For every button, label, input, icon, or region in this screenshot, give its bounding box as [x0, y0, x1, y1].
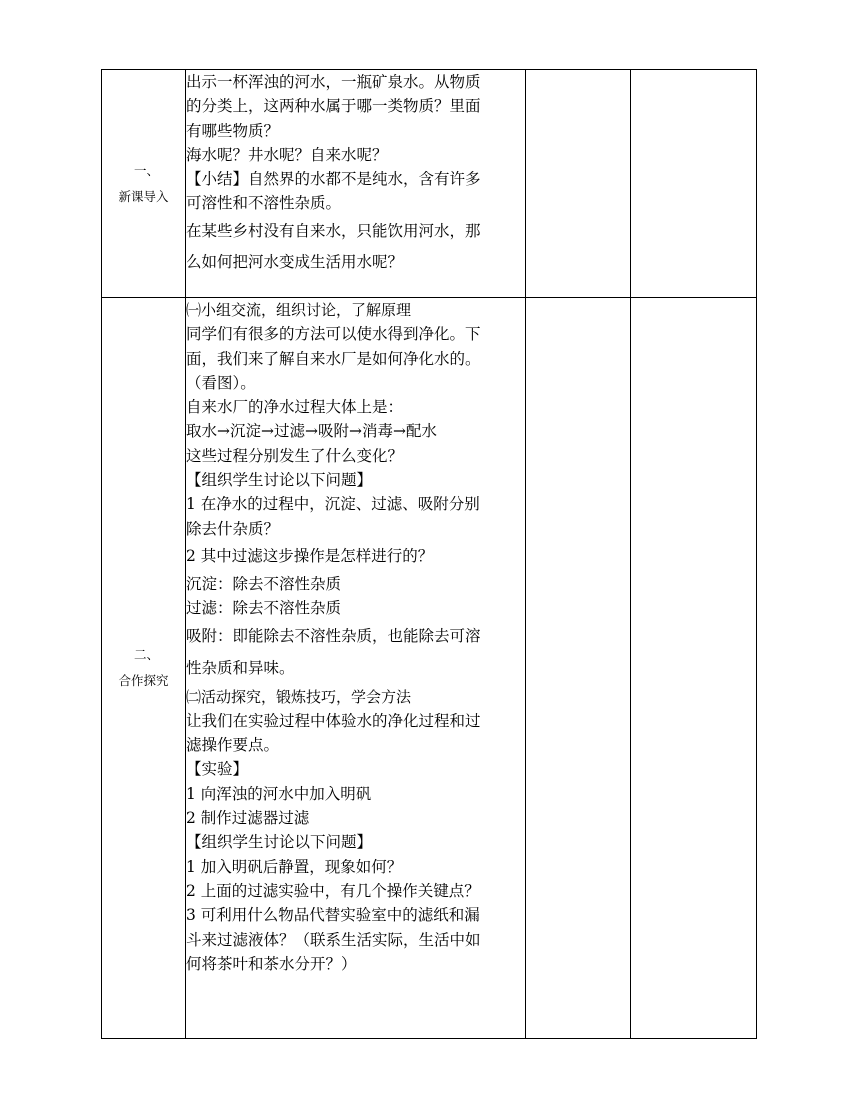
text-line: 【组织学生讨论以下问题】: [186, 471, 373, 490]
text-line: 除去什杂质？: [186, 519, 280, 538]
text-line: 同学们有很多的方法可以使水得到净化。下: [186, 325, 481, 344]
text-line: 可溶性和不溶性杂质。: [186, 194, 342, 213]
text-line: 性杂质和异味。: [186, 658, 295, 677]
text-line: 过滤：除去不溶性杂质: [186, 599, 342, 618]
text-line: 这些过程分别发生了什么变化？: [186, 446, 404, 465]
text-line: 海水呢？井水呢？自来水呢？: [186, 145, 388, 164]
text-line: 1 加入明矾后静置，现象如何？: [186, 857, 403, 876]
text-line: ㈡活动探究，锻炼技巧，学会方法: [186, 687, 412, 706]
text-line: 2 其中过滤这步操作是怎样进行的？: [186, 546, 434, 565]
text-line: 1 向浑浊的河水中加入明矾: [186, 784, 372, 803]
text-line: 2 上面的过滤实验中，有几个操作关键点？: [186, 881, 480, 900]
text-line: 【实验】: [186, 760, 249, 779]
text-line: 斗来过滤液体？（联系生活实际，生活中如: [186, 930, 481, 949]
text-line: 吸附：即能除去不溶性杂质，也能除去可溶: [186, 626, 481, 645]
empty-cell: [631, 70, 757, 298]
stage-name: 新课导入: [118, 188, 169, 204]
text-line: 2 制作过滤器过滤: [186, 809, 310, 828]
empty-cell: [631, 298, 757, 1039]
stage-cell-intro: [102, 70, 186, 298]
text-line: 3 可利用什么物品代替实验室中的滤纸和漏: [186, 906, 480, 925]
stage-number: 一、: [133, 162, 159, 178]
text-line: 何将茶叶和茶水分开？）: [186, 954, 357, 973]
text-line: 沉淀：除去不溶性杂质: [186, 574, 342, 593]
content-cell-explore: [186, 298, 526, 1039]
text-line: 自来水厂的净水过程大体上是：: [186, 398, 404, 417]
text-line: 出示一杯浑浊的河水，一瓶矿泉水。从物质: [186, 73, 481, 91]
table-row-intro: [102, 70, 757, 298]
text-line: 【小结】自然界的水都不是纯水，含有许多: [186, 170, 481, 189]
text-line: 在某些乡村没有自来水，只能饮用河水，那: [186, 221, 481, 240]
text-line: 取水→沉淀→过滤→吸附→消毒→配水: [186, 422, 437, 441]
text-line: （看图）。: [186, 373, 256, 392]
text-line: 1 在净水的过程中，沉淀、过滤、吸附分别: [186, 495, 480, 514]
empty-cell: [526, 298, 631, 1039]
stage-number: 二、: [133, 647, 159, 662]
lesson-plan-table: [101, 69, 757, 1039]
text-line: 有哪些物质？: [186, 121, 280, 140]
text-line: 面，我们来了解自来水厂是如何净化水的。: [186, 349, 481, 368]
text-line: ㈠小组交流，组织讨论，了解原理: [186, 301, 412, 319]
text-line: 【组织学生讨论以下问题】: [186, 833, 373, 852]
content-cell-intro: [186, 70, 526, 298]
text-line: 让我们在实验过程中体验水的净化过程和过: [186, 711, 481, 730]
stage-cell-explore: [102, 298, 186, 1039]
text-line: 的分类上，这两种水属于哪一类物质？里面: [186, 97, 481, 116]
stage-name: 合作探究: [118, 673, 169, 688]
empty-cell: [526, 70, 631, 298]
text-line: 么如何把河水变成生活用水呢？: [186, 252, 404, 271]
table-row-explore: [102, 298, 757, 1039]
text-line: 滤操作要点。: [186, 736, 280, 755]
